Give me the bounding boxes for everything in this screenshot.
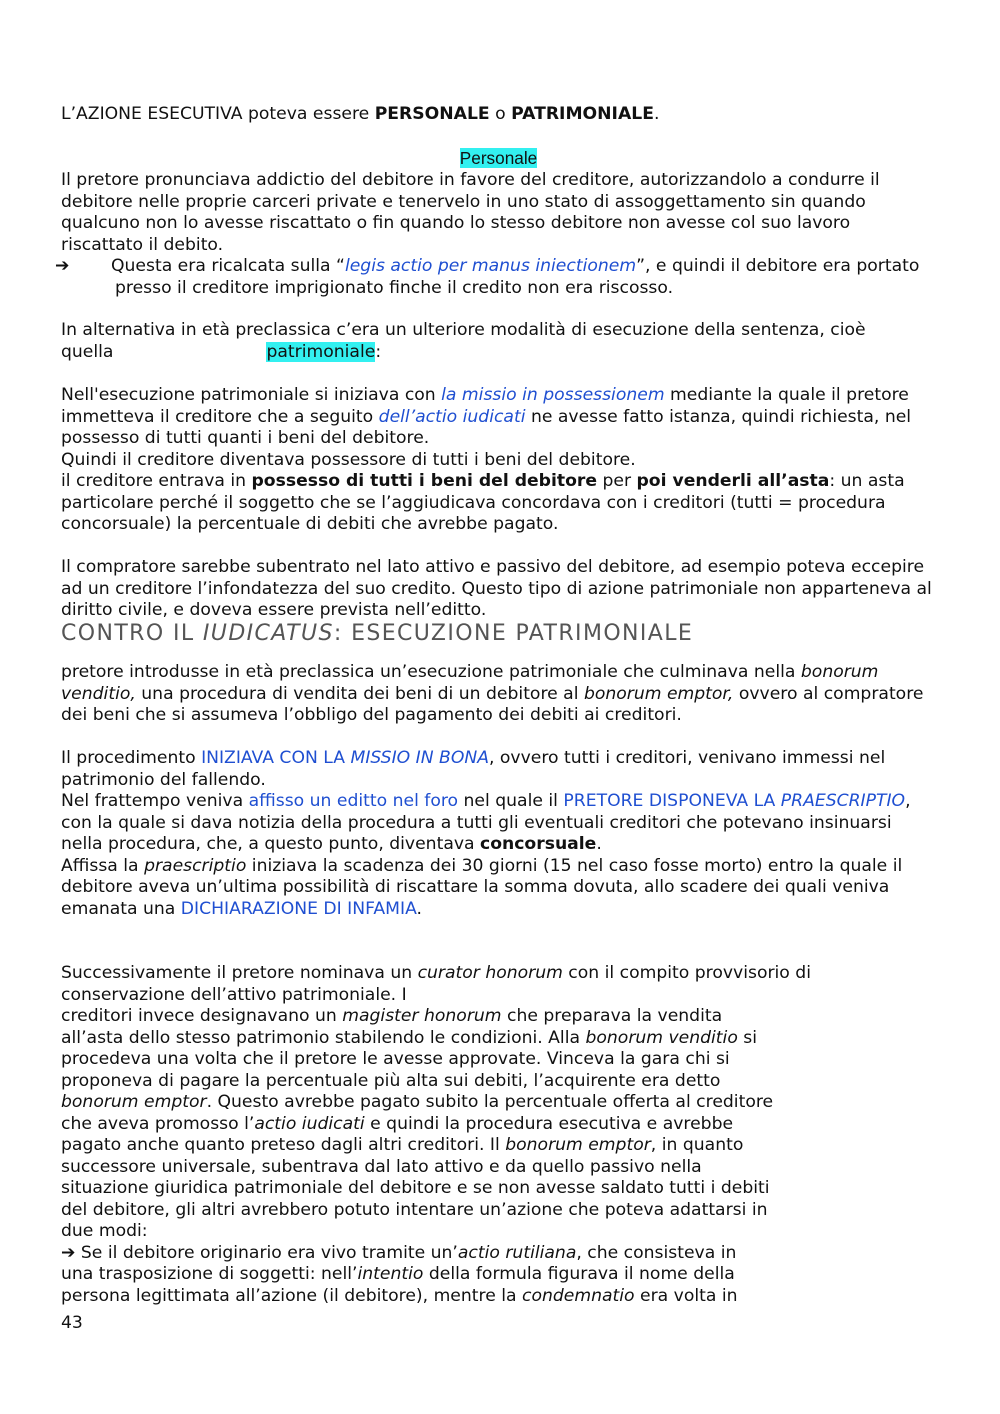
arrow-right-icon: ➔ [61,1242,76,1263]
esecuzione-text: ne avesse fatto istanza, quindi richiesta, nel possesso di tutti quanti i beni del debitore. [61,406,912,448]
text-line [61,1264,936,1286]
procedimento-text: Affissa la [61,855,145,876]
text-line: situazione giuridica patrimoniale del debitore e se non avesse saldato tutti i debiti [61,1178,770,1198]
pretore-text: una procedura di vendita dei beni di un debitore al [135,683,584,704]
actio-iudicati-link[interactable]: dell’actio iudicati [378,406,526,427]
line-text: e quindi la procedura esecutiva e avrebbe [364,1113,734,1134]
heading-italic: IUDICATUS [202,621,334,646]
alternativa-text: In alternativa in età preclassica c’era un ulteriore modalità di esecuzione della sentenza, cioè [61,320,866,340]
alternativa-paragraph [61,320,936,363]
link-text: PRETORE DISPONEVA LA [563,791,781,811]
procedimento-text: . [596,834,602,854]
line-text: all’asta dello stesso patrimonio stabilendo le condizioni. Alla [61,1027,586,1048]
text-line: successore universale, subentrava dal lato attivo e da quello passivo nella [61,1156,702,1177]
text-line [61,1028,936,1050]
procedimento-paragraph [61,748,936,920]
dichiarazione-infamia-link[interactable]: DICHIARAZIONE DI INFAMIA [180,898,417,919]
esecuzione-text: per [597,471,637,491]
text-line: proponeva di pagare la percentuale più alta sui debiti, l’acquirente era detto [61,1070,721,1091]
text-line [61,1286,936,1308]
patrimoniale-label: patrimoniale [266,341,376,362]
personale-heading [61,148,936,170]
procedimento-text: iniziava la scadenza dei 30 giorni (15 nel caso fosse morto) entro la quale il debitore aveva un’ultima possibilità di riscattare la somma dovuta, allo scadere dei quali veniva emanata una [61,855,903,919]
text-line [61,1243,936,1265]
line-text: con il compito provvisorio di [562,963,811,983]
intro-text: o [489,104,512,124]
line-italic: curator honorum [417,963,563,983]
missio-in-bona-link[interactable] [201,748,489,768]
line-italic: bonorum emptor [505,1135,651,1155]
bullet-text: Questa era ricalcata sulla “ [111,256,345,276]
line-text: , in quanto [650,1135,744,1155]
text-line [61,1114,936,1136]
personale-bullet [55,256,936,299]
line-text: , che consisteva in [576,1242,737,1263]
text-line [61,1006,936,1028]
heading-text: : ESECUZIONE PATRIMONIALE [333,621,694,646]
patrimoniale-term: PATRIMONIALE [511,104,654,124]
link-text: INIZIAVA CON LA [201,748,351,768]
compratore-paragraph: Il compratore sarebbe subentrato nel lato attivo e passivo del debitore, ad esempio poteva eccepire ad un creditore l’infondatezza del suo credito. Questo tipo di azione patrimoniale non apparteneva al diritto civile, e doveva essere prevista nell’editto. [61,557,932,620]
page-number: 43 [61,1313,83,1333]
esecuzione-text: il creditore entrava in [61,471,252,491]
praescriptio-link[interactable] [563,791,905,811]
procedimento-text: , ovvero tutti i creditori, venivano immessi nel patrimonio del fallendo. [61,748,886,790]
possesso-bold: possesso di tutti i beni del debitore [251,471,598,491]
venderli-bold: poi venderli all’asta [636,471,830,491]
section-heading [61,621,693,647]
intro-text: L’AZIONE ESECUTIVA poteva essere [61,104,375,124]
line-italic: bonorum emptor [61,1092,207,1112]
line-text: una trasposizione di soggetti: nell’ [61,1264,358,1284]
line-italic: actio iudicati [254,1113,365,1134]
intro-text: . [653,104,660,124]
esecuzione-paragraph [61,385,936,536]
esecuzione-text: Quindi il creditore diventava possessore di tutti i beni del debitore. [61,449,636,470]
legis-actio-link[interactable]: legis actio per manus iniectionem [344,256,637,276]
text-line [61,1092,936,1114]
line-italic: magister honorum [342,1006,502,1026]
line-italic: condemnatio [522,1285,635,1306]
line-text: che preparava la vendita [501,1006,723,1026]
line-text: pagato anche quanto preteso dagli altri creditori. Il [61,1135,506,1155]
text-line: conservazione dell’attivo patrimoniale. I [61,984,407,1005]
missio-in-possessionem-link[interactable]: la missio in possessionem [441,385,665,405]
editto-foro-link[interactable]: affisso un editto nel foro [248,791,459,811]
heading-text: CONTRO IL [61,621,203,646]
arrow-right-icon: ➔ [55,256,70,276]
line-text: si [737,1027,758,1048]
line-text: persona legittimata all’azione (il debitore), mentre la [61,1285,523,1306]
line-text: . Questo avrebbe pagato subito la percentuale offerta al creditore [206,1092,774,1112]
pretore-paragraph [61,662,940,727]
link-italic: PRAESCRIPTIO [780,791,906,811]
successivamente-paragraph [61,963,936,1307]
intro-paragraph [61,104,936,126]
line-text: Successivamente il pretore nominava un [61,963,418,983]
line-text: della formula figurava il nome della [423,1264,735,1284]
esecuzione-text: mediante la quale il pretore immetteva il creditore che a seguito [61,385,909,427]
praescriptio-italic: praescriptio [144,855,247,876]
procedimento-text: nel quale il [458,791,564,811]
esecuzione-text: Nell'esecuzione patrimoniale si iniziava con [61,385,442,405]
pretore-italic: bonorum venditio, [61,662,879,704]
bullet-text: ”, e quindi il debitore era portato presso il creditore imprigionato finche il credito non era riscosso. [115,256,920,298]
procedimento-text: . [416,898,422,919]
esecuzione-text: : un asta particolare perché il soggetto che se l’aggiudicava concordava con i creditori (tutti = procedura concorsuale) la percentuale di debiti che avrebbe pagato. [61,471,905,534]
link-italic: MISSIO IN BONA [350,748,489,768]
personale-term: PERSONALE [374,104,490,124]
alternativa-text: quella [61,341,114,362]
procedimento-text: Nel frattempo veniva [61,791,249,811]
line-italic: intentio [357,1264,424,1284]
line-text: Se il debitore originario era vivo tramite un’ [75,1242,458,1263]
text-line: due modi: [61,1221,148,1241]
procedimento-text: Il procedimento [61,748,202,768]
personale-paragraph: Il pretore pronunciava addictio del debitore in favore del creditore, autorizzandolo a condurre il debitore nelle proprie carceri private e tenervelo in uno stato di assoggettamento sin quando qualcuno non lo avesse riscattato o fin quando lo stesso debitore non avesse col suo lavoro riscattato il debito. [61,170,880,255]
text-line [61,1135,936,1157]
line-italic: actio rutiliana [457,1242,577,1263]
pretore-text: ovvero al compratore dei beni che si assumeva l’obbligo del pagamento dei debiti ai creditori. [61,683,924,725]
personale-label: Personale [459,148,538,168]
pretore-italic: bonorum emptor, [583,683,734,704]
line-text: che aveva promosso l’ [61,1113,255,1134]
text-line: del debitore, gli altri avrebbero potuto intentare un’azione che poteva adattarsi in [61,1199,768,1220]
colon: : [375,341,382,362]
text-line: procedeva una volta che il pretore le avesse approvate. Vinceva la gara chi si [61,1049,730,1069]
pretore-text: pretore introdusse in età preclassica un’esecuzione patrimoniale che culminava nella [61,662,801,682]
procedimento-text: , con la quale si dava notizia della procedura a tutti gli eventuali creditori che potevano insinuarsi nella procedura, che, a questo punto, diventava [61,791,911,854]
line-italic: bonorum venditio [585,1027,738,1048]
text-line [61,963,936,985]
concorsuale-bold: concorsuale [480,834,597,854]
line-text: creditori invece designavano un [61,1006,343,1026]
line-text: era volta in [634,1285,738,1306]
